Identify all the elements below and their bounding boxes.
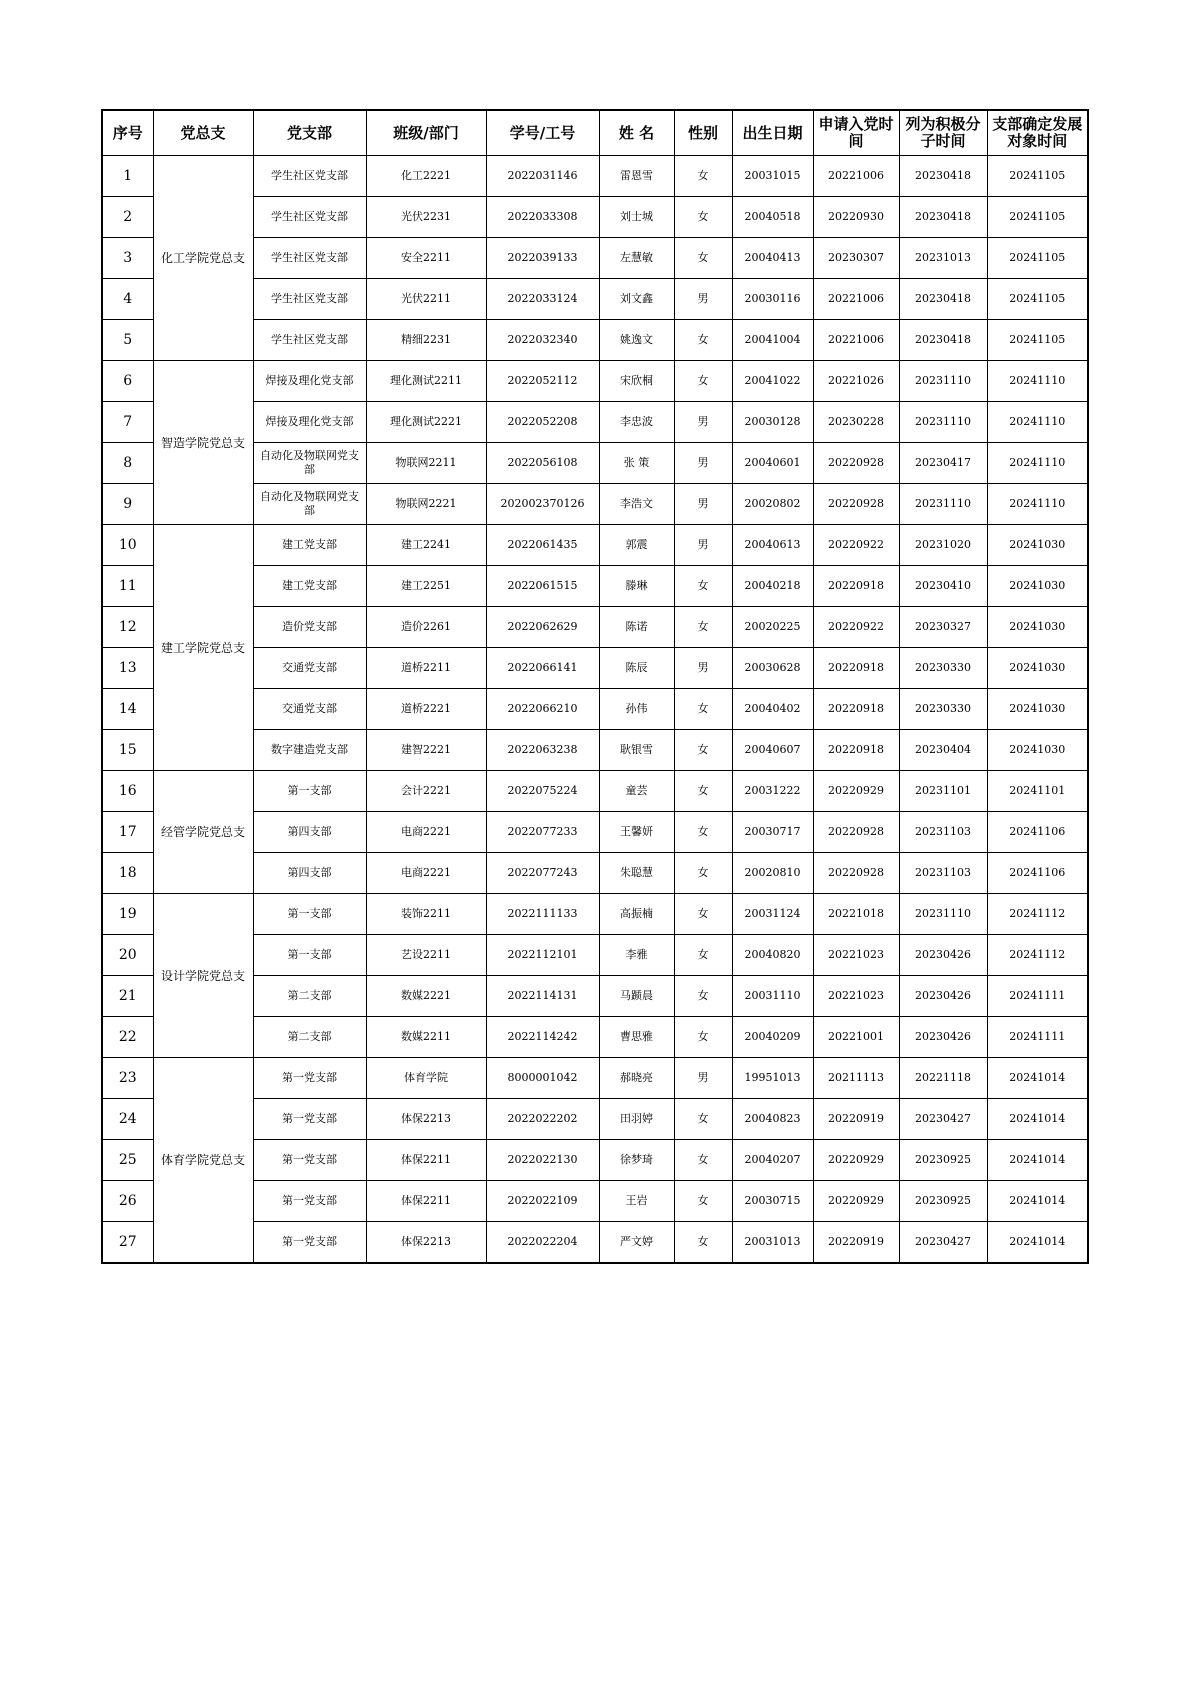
cell-name: 雷恩雪 xyxy=(599,156,674,197)
cell-birth: 19951013 xyxy=(732,1058,813,1099)
cell-gender: 女 xyxy=(674,197,732,238)
cell-birth: 20031013 xyxy=(732,1222,813,1264)
cell-branch: 交通党支部 xyxy=(253,648,366,689)
cell-gender: 男 xyxy=(674,443,732,484)
cell-gender: 女 xyxy=(674,935,732,976)
cell-seq: 10 xyxy=(102,525,153,566)
cell-gender: 女 xyxy=(674,156,732,197)
cell-id: 2022032340 xyxy=(486,320,599,361)
cell-branch: 学生社区党支部 xyxy=(253,238,366,279)
cell-activist: 20231110 xyxy=(899,361,987,402)
cell-name: 陈辰 xyxy=(599,648,674,689)
cell-apply: 20221018 xyxy=(813,894,899,935)
cell-seq: 1 xyxy=(102,156,153,197)
cell-apply: 20220922 xyxy=(813,607,899,648)
cell-apply: 20220930 xyxy=(813,197,899,238)
cell-gender: 女 xyxy=(674,689,732,730)
cell-birth: 20030628 xyxy=(732,648,813,689)
cell-develop: 20241110 xyxy=(987,443,1088,484)
cell-gender: 男 xyxy=(674,525,732,566)
cell-apply: 20220929 xyxy=(813,1140,899,1181)
cell-class: 会计2221 xyxy=(366,771,486,812)
cell-apply: 20221006 xyxy=(813,156,899,197)
cell-apply: 20220928 xyxy=(813,443,899,484)
cell-name: 朱聪慧 xyxy=(599,853,674,894)
cell-class: 造价2261 xyxy=(366,607,486,648)
cell-activist: 20231110 xyxy=(899,484,987,525)
cell-seq: 14 xyxy=(102,689,153,730)
cell-gender: 女 xyxy=(674,1099,732,1140)
cell-id: 2022052208 xyxy=(486,402,599,443)
cell-seq: 16 xyxy=(102,771,153,812)
cell-activist: 20230426 xyxy=(899,976,987,1017)
cell-id: 2022112101 xyxy=(486,935,599,976)
cell-apply: 20221006 xyxy=(813,320,899,361)
cell-seq: 9 xyxy=(102,484,153,525)
cell-birth: 20040218 xyxy=(732,566,813,607)
header-name: 姓 名 xyxy=(599,110,674,156)
cell-seq: 3 xyxy=(102,238,153,279)
cell-id: 8000001042 xyxy=(486,1058,599,1099)
cell-develop: 20241030 xyxy=(987,689,1088,730)
cell-develop: 20241030 xyxy=(987,607,1088,648)
cell-develop: 20241106 xyxy=(987,812,1088,853)
cell-seq: 7 xyxy=(102,402,153,443)
cell-name: 王岩 xyxy=(599,1181,674,1222)
cell-activist: 20231101 xyxy=(899,771,987,812)
cell-develop: 20241111 xyxy=(987,1017,1088,1058)
cell-name: 田羽婷 xyxy=(599,1099,674,1140)
cell-id: 2022114131 xyxy=(486,976,599,1017)
cell-class: 数媒2221 xyxy=(366,976,486,1017)
cell-develop: 20241101 xyxy=(987,771,1088,812)
cell-id: 2022114242 xyxy=(486,1017,599,1058)
cell-branch: 第二支部 xyxy=(253,1017,366,1058)
header-develop: 支部确定发展对象时间 xyxy=(987,110,1088,156)
header-apply: 申请入党时间 xyxy=(813,110,899,156)
cell-class: 道桥2221 xyxy=(366,689,486,730)
cell-activist: 20231103 xyxy=(899,812,987,853)
cell-seq: 6 xyxy=(102,361,153,402)
cell-gender: 女 xyxy=(674,771,732,812)
cell-name: 张 策 xyxy=(599,443,674,484)
cell-birth: 20020802 xyxy=(732,484,813,525)
cell-birth: 20031222 xyxy=(732,771,813,812)
cell-develop: 20241014 xyxy=(987,1099,1088,1140)
cell-develop: 20241030 xyxy=(987,566,1088,607)
cell-seq: 21 xyxy=(102,976,153,1017)
cell-id: 2022061435 xyxy=(486,525,599,566)
cell-name: 刘文鑫 xyxy=(599,279,674,320)
cell-activist: 20230418 xyxy=(899,197,987,238)
cell-birth: 20041004 xyxy=(732,320,813,361)
header-activist: 列为积极分子时间 xyxy=(899,110,987,156)
header-general-branch: 党总支 xyxy=(153,110,253,156)
cell-id: 2022111133 xyxy=(486,894,599,935)
cell-birth: 20020810 xyxy=(732,853,813,894)
cell-gender: 女 xyxy=(674,361,732,402)
cell-seq: 12 xyxy=(102,607,153,648)
cell-branch: 造价党支部 xyxy=(253,607,366,648)
cell-activist: 20230418 xyxy=(899,320,987,361)
cell-develop: 20241030 xyxy=(987,525,1088,566)
table-body xyxy=(102,156,1088,1264)
cell-apply: 20220919 xyxy=(813,1099,899,1140)
cell-activist: 20230327 xyxy=(899,607,987,648)
cell-general-branch: 经管学院党总支 xyxy=(153,771,253,894)
cell-seq: 26 xyxy=(102,1181,153,1222)
cell-id: 2022039133 xyxy=(486,238,599,279)
cell-class: 体保2211 xyxy=(366,1181,486,1222)
cell-develop: 20241105 xyxy=(987,279,1088,320)
cell-branch: 第一支部 xyxy=(253,935,366,976)
cell-gender: 女 xyxy=(674,1222,732,1264)
cell-apply: 20221001 xyxy=(813,1017,899,1058)
cell-class: 艺设2211 xyxy=(366,935,486,976)
cell-birth: 20030715 xyxy=(732,1181,813,1222)
cell-birth: 20031015 xyxy=(732,156,813,197)
cell-gender: 女 xyxy=(674,894,732,935)
table-row xyxy=(102,894,1088,935)
development-object-table xyxy=(101,109,1089,1264)
cell-birth: 20030128 xyxy=(732,402,813,443)
cell-birth: 20040207 xyxy=(732,1140,813,1181)
cell-apply: 20220918 xyxy=(813,648,899,689)
cell-class: 体保2213 xyxy=(366,1099,486,1140)
cell-gender: 男 xyxy=(674,279,732,320)
cell-birth: 20020225 xyxy=(732,607,813,648)
cell-seq: 11 xyxy=(102,566,153,607)
cell-branch: 焊接及理化党支部 xyxy=(253,402,366,443)
cell-class: 物联网2211 xyxy=(366,443,486,484)
cell-develop: 20241105 xyxy=(987,156,1088,197)
cell-activist: 20230417 xyxy=(899,443,987,484)
cell-apply: 20220919 xyxy=(813,1222,899,1264)
cell-general-branch: 智造学院党总支 xyxy=(153,361,253,525)
cell-apply: 20220928 xyxy=(813,484,899,525)
header-birth: 出生日期 xyxy=(732,110,813,156)
cell-apply: 20220918 xyxy=(813,730,899,771)
cell-birth: 20040601 xyxy=(732,443,813,484)
cell-birth: 20040413 xyxy=(732,238,813,279)
cell-birth: 20031110 xyxy=(732,976,813,1017)
cell-seq: 22 xyxy=(102,1017,153,1058)
cell-branch: 自动化及物联网党支部 xyxy=(253,443,366,484)
cell-seq: 20 xyxy=(102,935,153,976)
cell-id: 2022022204 xyxy=(486,1222,599,1264)
cell-apply: 20221006 xyxy=(813,279,899,320)
cell-apply: 20220928 xyxy=(813,853,899,894)
cell-branch: 第二支部 xyxy=(253,976,366,1017)
cell-birth: 20040518 xyxy=(732,197,813,238)
cell-birth: 20040209 xyxy=(732,1017,813,1058)
cell-branch: 数字建造党支部 xyxy=(253,730,366,771)
cell-id: 2022062629 xyxy=(486,607,599,648)
cell-seq: 19 xyxy=(102,894,153,935)
cell-birth: 20040820 xyxy=(732,935,813,976)
cell-id: 2022031146 xyxy=(486,156,599,197)
cell-class: 光伏2231 xyxy=(366,197,486,238)
cell-class: 精细2231 xyxy=(366,320,486,361)
cell-id: 2022075224 xyxy=(486,771,599,812)
cell-id: 2022077233 xyxy=(486,812,599,853)
cell-gender: 女 xyxy=(674,812,732,853)
cell-develop: 20241110 xyxy=(987,484,1088,525)
cell-gender: 男 xyxy=(674,402,732,443)
cell-seq: 13 xyxy=(102,648,153,689)
cell-develop: 20241105 xyxy=(987,197,1088,238)
cell-id: 2022022109 xyxy=(486,1181,599,1222)
cell-develop: 20241030 xyxy=(987,648,1088,689)
header-class: 班级/部门 xyxy=(366,110,486,156)
cell-gender: 女 xyxy=(674,730,732,771)
cell-seq: 24 xyxy=(102,1099,153,1140)
cell-apply: 20221023 xyxy=(813,976,899,1017)
cell-apply: 20220918 xyxy=(813,566,899,607)
table-row xyxy=(102,361,1088,402)
cell-activist: 20230410 xyxy=(899,566,987,607)
cell-name: 郝晓亮 xyxy=(599,1058,674,1099)
cell-seq: 2 xyxy=(102,197,153,238)
cell-id: 2022056108 xyxy=(486,443,599,484)
cell-id: 2022077243 xyxy=(486,853,599,894)
cell-name: 左慧敏 xyxy=(599,238,674,279)
cell-branch: 第一党支部 xyxy=(253,1140,366,1181)
cell-develop: 20241014 xyxy=(987,1058,1088,1099)
cell-apply: 20211113 xyxy=(813,1058,899,1099)
cell-name: 高振楠 xyxy=(599,894,674,935)
cell-birth: 20040613 xyxy=(732,525,813,566)
cell-activist: 20230925 xyxy=(899,1140,987,1181)
cell-branch: 第一党支部 xyxy=(253,1222,366,1264)
cell-develop: 20241105 xyxy=(987,320,1088,361)
cell-seq: 17 xyxy=(102,812,153,853)
cell-develop: 20241030 xyxy=(987,730,1088,771)
cell-general-branch: 体育学院党总支 xyxy=(153,1058,253,1264)
table-row xyxy=(102,156,1088,197)
header-id: 学号/工号 xyxy=(486,110,599,156)
cell-apply: 20221026 xyxy=(813,361,899,402)
cell-activist: 20230418 xyxy=(899,279,987,320)
cell-branch: 交通党支部 xyxy=(253,689,366,730)
cell-gender: 女 xyxy=(674,238,732,279)
cell-gender: 女 xyxy=(674,853,732,894)
cell-birth: 20031124 xyxy=(732,894,813,935)
cell-class: 理化测试2221 xyxy=(366,402,486,443)
cell-name: 刘士城 xyxy=(599,197,674,238)
cell-activist: 20230426 xyxy=(899,935,987,976)
cell-branch: 第一支部 xyxy=(253,771,366,812)
cell-develop: 20241014 xyxy=(987,1140,1088,1181)
cell-class: 电商2221 xyxy=(366,812,486,853)
cell-branch: 第一党支部 xyxy=(253,1099,366,1140)
cell-seq: 18 xyxy=(102,853,153,894)
cell-apply: 20230228 xyxy=(813,402,899,443)
cell-gender: 女 xyxy=(674,1017,732,1058)
cell-class: 体保2213 xyxy=(366,1222,486,1264)
cell-develop: 20241111 xyxy=(987,976,1088,1017)
cell-name: 姚逸文 xyxy=(599,320,674,361)
cell-gender: 女 xyxy=(674,1181,732,1222)
cell-name: 滕琳 xyxy=(599,566,674,607)
cell-branch: 学生社区党支部 xyxy=(253,320,366,361)
cell-develop: 20241105 xyxy=(987,238,1088,279)
cell-branch: 第四支部 xyxy=(253,812,366,853)
cell-name: 李浩文 xyxy=(599,484,674,525)
cell-gender: 女 xyxy=(674,320,732,361)
cell-name: 宋欣桐 xyxy=(599,361,674,402)
cell-id: 202002370126 xyxy=(486,484,599,525)
cell-birth: 20040823 xyxy=(732,1099,813,1140)
cell-activist: 20221118 xyxy=(899,1058,987,1099)
cell-name: 马踬晨 xyxy=(599,976,674,1017)
cell-general-branch: 设计学院党总支 xyxy=(153,894,253,1058)
cell-gender: 女 xyxy=(674,566,732,607)
cell-gender: 女 xyxy=(674,976,732,1017)
cell-activist: 20231020 xyxy=(899,525,987,566)
cell-branch: 第一支部 xyxy=(253,894,366,935)
cell-name: 严文婷 xyxy=(599,1222,674,1264)
cell-general-branch: 建工学院党总支 xyxy=(153,525,253,771)
cell-develop: 20241106 xyxy=(987,853,1088,894)
cell-class: 安全2211 xyxy=(366,238,486,279)
table-row xyxy=(102,1058,1088,1099)
cell-birth: 20030116 xyxy=(732,279,813,320)
cell-class: 理化测试2211 xyxy=(366,361,486,402)
cell-seq: 27 xyxy=(102,1222,153,1264)
cell-activist: 20230427 xyxy=(899,1222,987,1264)
cell-activist: 20231110 xyxy=(899,894,987,935)
cell-activist: 20230330 xyxy=(899,689,987,730)
cell-activist: 20230418 xyxy=(899,156,987,197)
cell-id: 2022063238 xyxy=(486,730,599,771)
cell-id: 2022061515 xyxy=(486,566,599,607)
cell-branch: 自动化及物联网党支部 xyxy=(253,484,366,525)
cell-branch: 焊接及理化党支部 xyxy=(253,361,366,402)
cell-branch: 学生社区党支部 xyxy=(253,156,366,197)
cell-seq: 4 xyxy=(102,279,153,320)
cell-seq: 25 xyxy=(102,1140,153,1181)
cell-class: 数媒2211 xyxy=(366,1017,486,1058)
table-row xyxy=(102,771,1088,812)
cell-activist: 20231110 xyxy=(899,402,987,443)
cell-develop: 20241014 xyxy=(987,1181,1088,1222)
cell-gender: 男 xyxy=(674,648,732,689)
cell-class: 装饰2211 xyxy=(366,894,486,935)
cell-id: 2022033308 xyxy=(486,197,599,238)
cell-id: 2022022202 xyxy=(486,1099,599,1140)
cell-class: 电商2221 xyxy=(366,853,486,894)
cell-activist: 20230404 xyxy=(899,730,987,771)
cell-develop: 20241112 xyxy=(987,894,1088,935)
cell-name: 徐梦琦 xyxy=(599,1140,674,1181)
cell-activist: 20230925 xyxy=(899,1181,987,1222)
cell-class: 建智2221 xyxy=(366,730,486,771)
cell-class: 建工2241 xyxy=(366,525,486,566)
cell-class: 体保2211 xyxy=(366,1140,486,1181)
cell-develop: 20241110 xyxy=(987,361,1088,402)
cell-name: 曹思雅 xyxy=(599,1017,674,1058)
cell-seq: 8 xyxy=(102,443,153,484)
cell-apply: 20220922 xyxy=(813,525,899,566)
cell-general-branch: 化工学院党总支 xyxy=(153,156,253,361)
cell-id: 2022033124 xyxy=(486,279,599,320)
cell-develop: 20241014 xyxy=(987,1222,1088,1264)
header-branch: 党支部 xyxy=(253,110,366,156)
cell-activist: 20230330 xyxy=(899,648,987,689)
cell-apply: 20220929 xyxy=(813,1181,899,1222)
cell-branch: 第一党支部 xyxy=(253,1181,366,1222)
cell-apply: 20220928 xyxy=(813,812,899,853)
cell-activist: 20230426 xyxy=(899,1017,987,1058)
cell-branch: 建工党支部 xyxy=(253,525,366,566)
cell-name: 陈诺 xyxy=(599,607,674,648)
cell-class: 物联网2221 xyxy=(366,484,486,525)
cell-name: 李雅 xyxy=(599,935,674,976)
cell-branch: 第四支部 xyxy=(253,853,366,894)
cell-seq: 15 xyxy=(102,730,153,771)
cell-activist: 20230427 xyxy=(899,1099,987,1140)
cell-branch: 建工党支部 xyxy=(253,566,366,607)
cell-birth: 20041022 xyxy=(732,361,813,402)
cell-branch: 学生社区党支部 xyxy=(253,279,366,320)
cell-gender: 男 xyxy=(674,1058,732,1099)
header-seq: 序号 xyxy=(102,110,153,156)
cell-branch: 学生社区党支部 xyxy=(253,197,366,238)
table-row xyxy=(102,525,1088,566)
cell-apply: 20230307 xyxy=(813,238,899,279)
cell-seq: 23 xyxy=(102,1058,153,1099)
cell-name: 耿银雪 xyxy=(599,730,674,771)
cell-id: 2022052112 xyxy=(486,361,599,402)
cell-apply: 20221023 xyxy=(813,935,899,976)
cell-name: 孙伟 xyxy=(599,689,674,730)
cell-class: 化工2221 xyxy=(366,156,486,197)
cell-class: 建工2251 xyxy=(366,566,486,607)
cell-develop: 20241110 xyxy=(987,402,1088,443)
cell-class: 体育学院 xyxy=(366,1058,486,1099)
cell-branch: 第一党支部 xyxy=(253,1058,366,1099)
cell-gender: 女 xyxy=(674,607,732,648)
cell-apply: 20220918 xyxy=(813,689,899,730)
cell-apply: 20220929 xyxy=(813,771,899,812)
cell-class: 道桥2211 xyxy=(366,648,486,689)
cell-birth: 20040402 xyxy=(732,689,813,730)
cell-develop: 20241112 xyxy=(987,935,1088,976)
cell-seq: 5 xyxy=(102,320,153,361)
cell-id: 2022066141 xyxy=(486,648,599,689)
cell-birth: 20040607 xyxy=(732,730,813,771)
cell-name: 王馨妍 xyxy=(599,812,674,853)
cell-activist: 20231103 xyxy=(899,853,987,894)
cell-id: 2022022130 xyxy=(486,1140,599,1181)
header-row xyxy=(102,110,1088,156)
cell-birth: 20030717 xyxy=(732,812,813,853)
cell-activist: 20231013 xyxy=(899,238,987,279)
cell-name: 郭震 xyxy=(599,525,674,566)
cell-class: 光伏2211 xyxy=(366,279,486,320)
cell-gender: 女 xyxy=(674,1140,732,1181)
cell-gender: 男 xyxy=(674,484,732,525)
cell-id: 2022066210 xyxy=(486,689,599,730)
cell-name: 李忠波 xyxy=(599,402,674,443)
header-gender: 性别 xyxy=(674,110,732,156)
cell-name: 童芸 xyxy=(599,771,674,812)
